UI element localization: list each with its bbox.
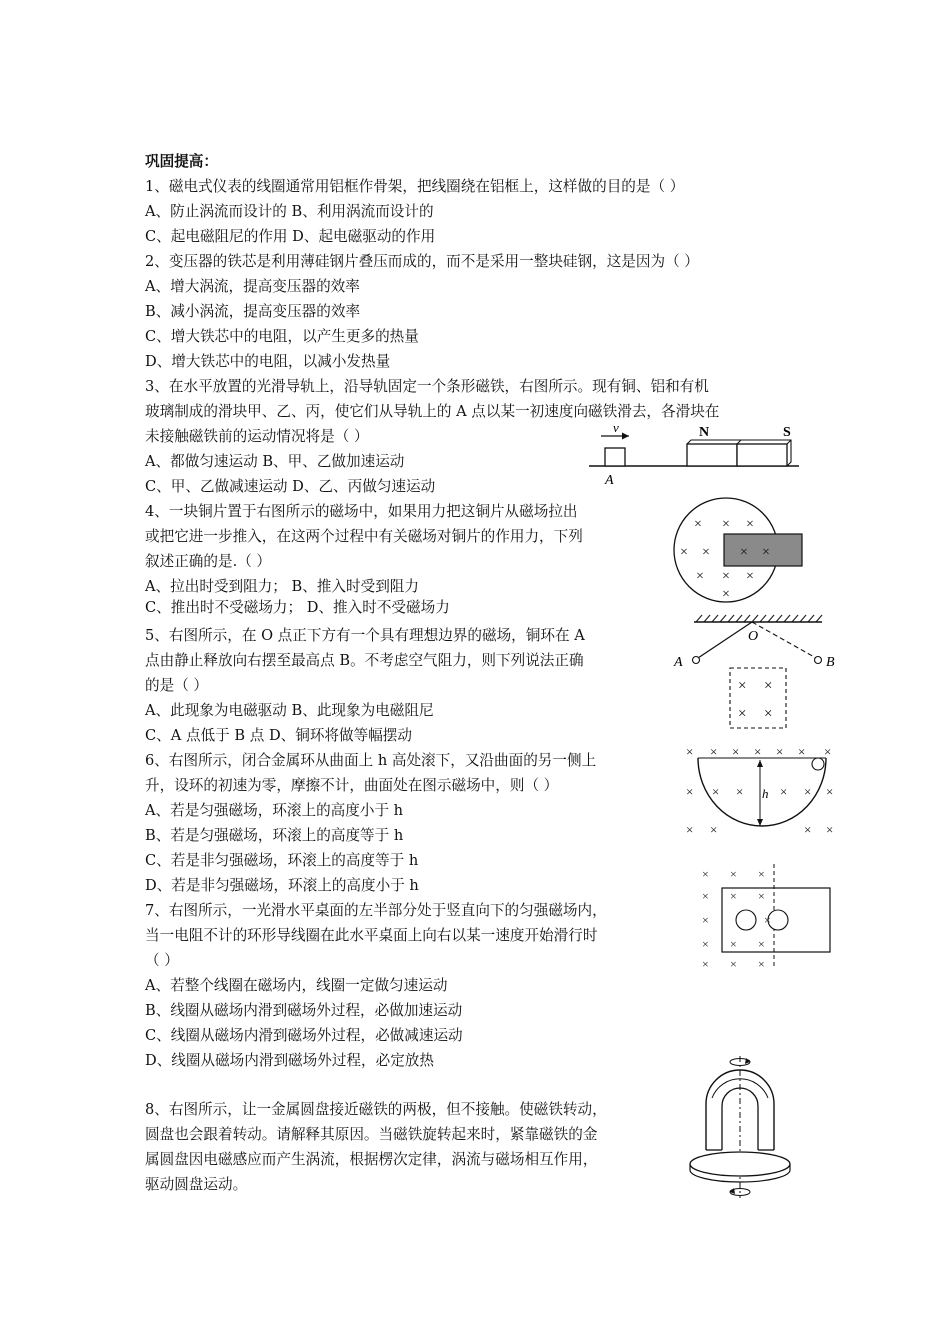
- q4-cross: ×: [680, 545, 688, 560]
- q1-options-ab: A、防止涡流而设计的 B、利用涡流而设计的: [145, 203, 434, 220]
- q5-field-crosses: [738, 678, 772, 722]
- q2-option-d: D、增大铁芯中的电阻，以减小发热量: [145, 353, 391, 370]
- q7-cross: ×: [702, 913, 709, 927]
- q6-cross: ×: [776, 744, 784, 759]
- q6-cross: ×: [824, 744, 832, 759]
- q6-cross: ×: [826, 784, 834, 799]
- q7-cross: ×: [730, 937, 737, 951]
- q8-u-magnet-outer: [706, 1070, 774, 1150]
- q3-arrow-head: [622, 433, 629, 440]
- q2-stem: 2、变压器的铁芯是利用薄硅钢片叠压而成的，而不是采用一整块硅钢，这是因为（ ）: [145, 253, 699, 270]
- q1-options-cd: C、起电磁阻尼的作用 D、起电磁驱动的作用: [145, 228, 436, 245]
- q5-b-label: B: [826, 655, 835, 670]
- q8-line-1: 8、右图所示，让一金属圆盘接近磁铁的两极，但不接触。使磁铁转动，: [145, 1101, 607, 1118]
- q7-cross: ×: [730, 889, 737, 903]
- q7-cross: ×: [758, 957, 765, 970]
- q3-stem-1: 3、在水平放置的光滑导轨上，沿导轨固定一个条形磁铁，右图所示。现有铜、铝和有机: [145, 378, 709, 395]
- q3-a-label: A: [605, 473, 614, 488]
- q7-coil-inside: [736, 910, 756, 930]
- q4-cross: ×: [722, 587, 730, 602]
- q4-cross: ×: [702, 545, 710, 560]
- q4-cross: ×: [746, 569, 754, 584]
- q6-cross: ×: [710, 744, 718, 759]
- q7-stem-1: 7、右图所示，一光滑水平桌面的左半部分处于竖直向下的匀强磁场内，: [145, 902, 607, 919]
- q4-cross: ×: [746, 517, 754, 532]
- q3-magnet-n: [687, 444, 737, 466]
- q3-figure-rail-magnet: [585, 418, 805, 490]
- q7-cross: ×: [702, 889, 709, 903]
- q7-cross: ×: [758, 889, 765, 903]
- q7-option-b: B、线圈从磁场内滑到磁场外过程，必做加速运动: [145, 1002, 463, 1019]
- q6-option-b: B、若是匀强磁场，环滚上的高度等于 h: [145, 827, 404, 844]
- q2-option-c: C、增大铁芯中的电阻，以产生更多的热量: [145, 328, 419, 345]
- q6-stem-2: 升，设环的初速为零，摩擦不计，曲面处在图示磁场中，则（ ）: [145, 777, 559, 794]
- q3-magnet-depth-right: [787, 440, 791, 444]
- q5-figure-pendulum: [672, 610, 840, 732]
- q5-string-a: [698, 622, 752, 658]
- q7-option-d: D、线圈从磁场内滑到磁场外过程，必定放热: [145, 1052, 434, 1069]
- q4-cross: ×: [762, 545, 770, 560]
- q5-stem-2: 点由静止释放向右摆至最高点 B。不考虑空气阻力，则下列说法正确: [145, 652, 584, 669]
- q7-option-c: C、线圈从磁场内滑到磁场外过程，必做减速运动: [145, 1027, 463, 1044]
- q6-cross: ×: [710, 822, 718, 837]
- q5-o-label: O: [748, 629, 759, 644]
- q6-cross: ×: [736, 784, 744, 799]
- q3-v-label: v: [613, 420, 619, 435]
- q4-options-cd: C、推出时不受磁场力； D、推入时不受磁场力: [145, 599, 450, 616]
- q8-line-3: 属圆盘因电磁感应而产生涡流，根据楞次定律，涡流与磁场相互作用，: [145, 1151, 598, 1168]
- q5-ring-a: [693, 657, 700, 664]
- q3-n-label: N: [699, 425, 710, 440]
- q6-cross: ×: [804, 822, 812, 837]
- q4-cross: ×: [696, 569, 704, 584]
- q5-a-label: A: [674, 655, 683, 670]
- q6-cross: ×: [754, 744, 762, 759]
- q3-options-ab: A、都做匀速运动 B、甲、乙做加速运动: [145, 453, 405, 470]
- q5-ring-b: [815, 657, 822, 664]
- q7-cross: ×: [702, 937, 709, 951]
- q3-stem-3: 未接触磁铁前的运动情况将是（ ）: [145, 428, 369, 445]
- section-title: 巩固提高：: [145, 153, 218, 170]
- q6-figure-bowl: [680, 738, 845, 838]
- q7-cross: ×: [764, 913, 771, 927]
- q5-stem-3: 的是（ ）: [145, 677, 209, 694]
- q5-options-cd: C、A 点低于 B 点 D、铜环将做等幅摆动: [145, 727, 412, 744]
- q5-string-b: [752, 622, 816, 658]
- q7-cross: ×: [730, 957, 737, 970]
- q8-line-2: 圆盘也会跟着转动。请解释其原因。当磁铁旋转起来时，紧靠磁铁的金: [145, 1126, 598, 1143]
- q5-cross: ×: [738, 678, 747, 694]
- q8-figure-magnet-disk: [684, 1052, 796, 1202]
- q2-option-b: B、减小涡流，提高变压器的效率: [145, 303, 361, 320]
- q6-cross: ×: [732, 744, 740, 759]
- q7-stem-3: （ ）: [145, 952, 179, 969]
- q8-line-4: 驱动圆盘运动。: [145, 1176, 248, 1193]
- q5-ceiling-hatch: [696, 615, 822, 622]
- q6-cross: ×: [804, 784, 812, 799]
- q4-stem-1: 4、一块铜片置于右图所示的磁场中，如果用力把这铜片从磁场拉出: [145, 503, 578, 520]
- q6-height-arrow-up: [757, 760, 763, 767]
- q4-cross: ×: [694, 517, 702, 532]
- q7-cross: ×: [758, 937, 765, 951]
- q1-stem: 1、磁电式仪表的线圈通常用铝框作骨架，把线圈绕在铝框上，这样做的目的是（ ）: [145, 178, 685, 195]
- q6-height-arrow-down: [757, 819, 763, 826]
- q6-stem-1: 6、右图所示，闭合金属环从曲面上 h 高处滚下，又沿曲面的另一侧上: [145, 752, 597, 769]
- q3-s-label: S: [783, 425, 791, 440]
- q7-cross: ×: [730, 867, 737, 881]
- q4-cross: ×: [722, 517, 730, 532]
- q3-slider: [605, 448, 625, 466]
- q6-cross: ×: [798, 744, 806, 759]
- q7-cross: ×: [702, 867, 709, 881]
- q7-option-a: A、若整个线圈在磁场内，线圈一定做匀速运动: [145, 977, 448, 994]
- q2-option-a: A、增大涡流，提高变压器的效率: [145, 278, 360, 295]
- q4-cross: ×: [722, 569, 730, 584]
- q7-stem-2: 当一电阻不计的环形导线圈在此水平桌面上向右以某一速度开始滑行时: [145, 927, 598, 944]
- q8-metal-disk: [690, 1152, 790, 1176]
- q7-cross: ×: [758, 867, 765, 881]
- q6-h-label: h: [762, 786, 769, 801]
- q4-stem-2: 或把它进一步推入，在这两个过程中有关磁场对铜片的作用力，下列: [145, 528, 583, 545]
- q3-stem-2: 玻璃制成的滑块甲、乙、丙，使它们从导轨上的 A 点以某一初速度向磁铁滑去，各滑块在: [145, 403, 720, 420]
- q5-options-ab: A、此现象为电磁驱动 B、此现象为电磁阻尼: [145, 702, 434, 719]
- q7-figure-table: [698, 862, 838, 970]
- q5-stem-1: 5、右图所示，在 O 点正下方有一个具有理想边界的磁场，铜环在 A: [145, 627, 585, 644]
- q6-option-d: D、若是非匀强磁场，环滚上的高度小于 h: [145, 877, 419, 894]
- q4-options-ab: A、拉出时受到阻力； B、推入时受到阻力: [145, 578, 419, 595]
- q4-figure-field-copper: [670, 494, 810, 606]
- q6-option-c: C、若是非匀强磁场，环滚上的高度等于 h: [145, 852, 419, 869]
- q6-option-a: A、若是匀强磁场，环滚上的高度小于 h: [145, 802, 404, 819]
- q7-cross: ×: [702, 957, 709, 970]
- q3-magnet-s: [737, 444, 787, 466]
- q3-options-cd: C、甲、乙做减速运动 D、乙、丙做匀速运动: [145, 478, 436, 495]
- q6-cross: ×: [826, 822, 834, 837]
- q4-cross: ×: [740, 545, 748, 560]
- q6-cross: ×: [686, 822, 694, 837]
- q6-cross: ×: [780, 784, 788, 799]
- q5-cross: ×: [764, 678, 773, 694]
- q6-cross: ×: [686, 744, 694, 759]
- q6-cross: ×: [712, 784, 720, 799]
- q5-cross: ×: [738, 706, 747, 722]
- q6-cross: ×: [686, 784, 694, 799]
- q4-stem-3: 叙述正确的是.（ ）: [145, 553, 272, 570]
- q5-cross: ×: [764, 706, 773, 722]
- q6-metal-ring: [812, 758, 824, 770]
- q7-coil-leaving: [768, 910, 788, 930]
